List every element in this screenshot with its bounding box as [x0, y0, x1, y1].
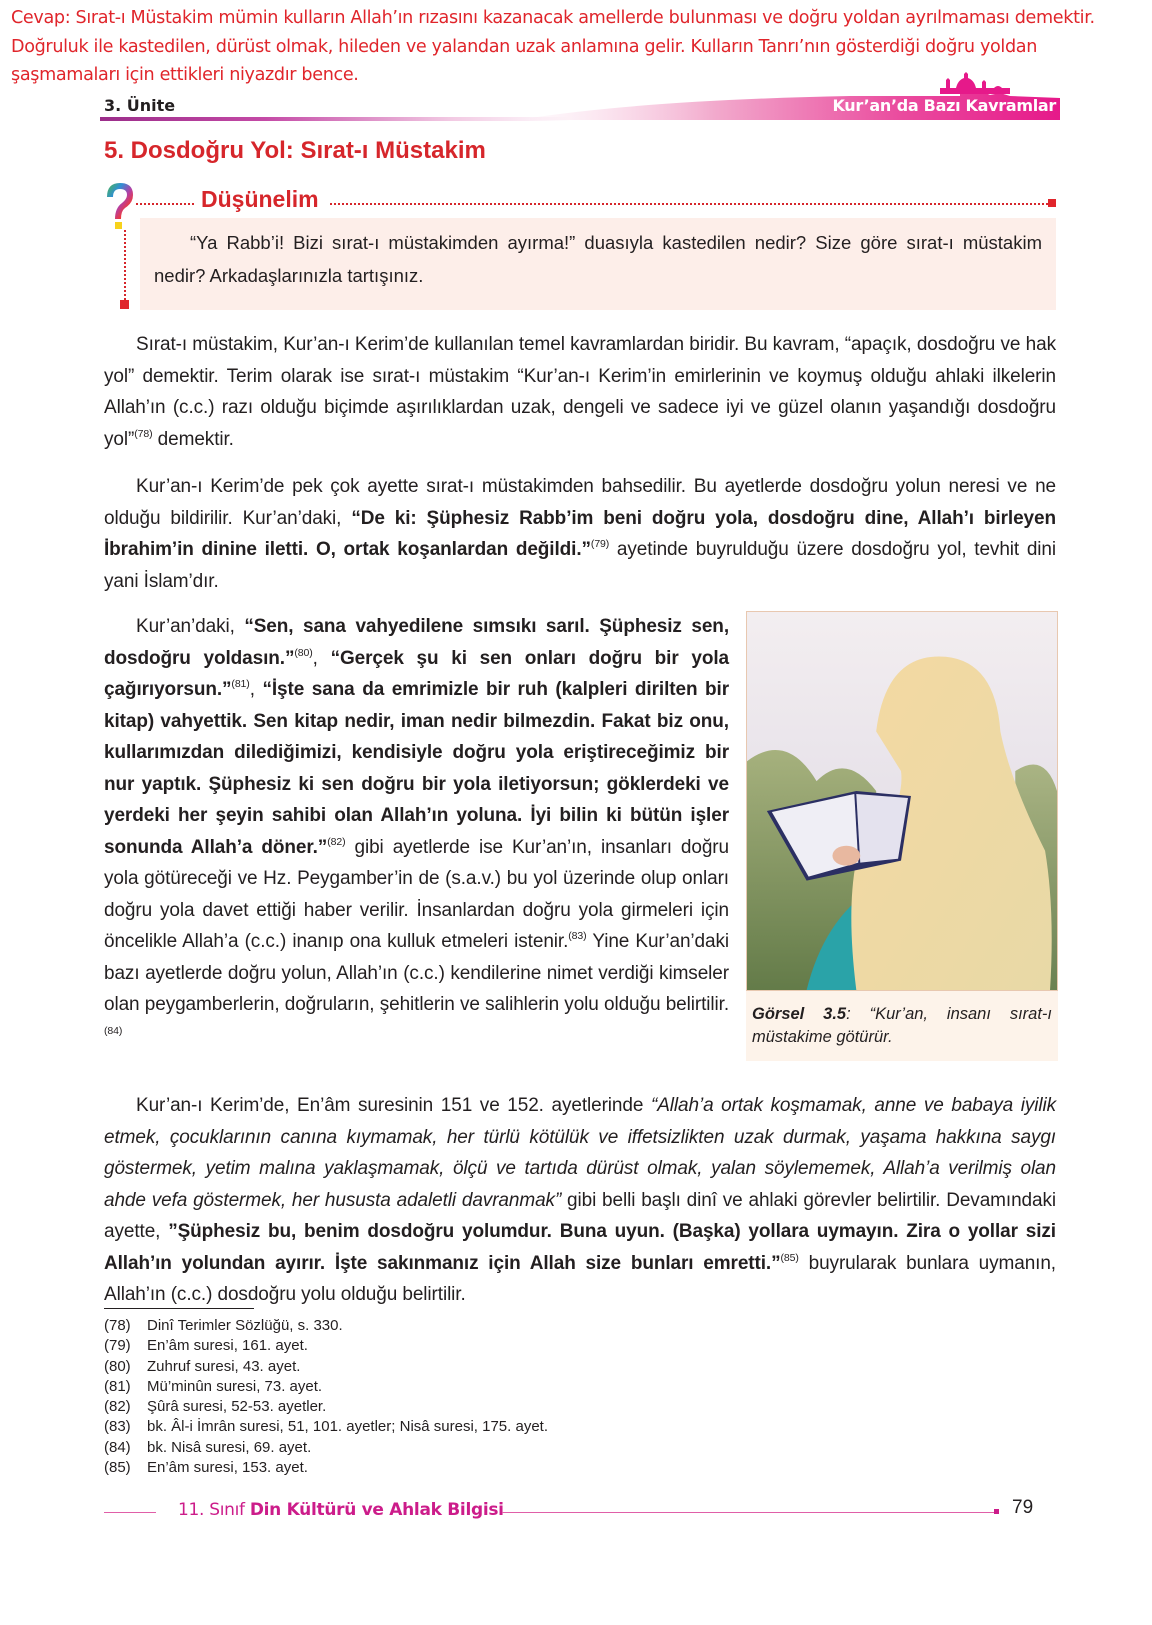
divider-end-square [1048, 199, 1056, 207]
section-title: 5. Dosdoğru Yol: Sırat-ı Müstakim [104, 137, 486, 164]
footnotes-list [104, 1316, 548, 1478]
figure-label: Görsel 3.5 [752, 1005, 847, 1023]
footnote-item: (80) Zuhruf suresi, 43. ayet. [104, 1357, 301, 1375]
figure-3-5 [746, 611, 1058, 1061]
footnote-ref[interactable]: (84) [104, 1024, 123, 1037]
footnote-item: (78) Dinî Terimler Sözlüğü, s. 330. [104, 1317, 343, 1334]
footnote-ref[interactable]: (81) [231, 678, 250, 690]
divider-dots [330, 203, 1048, 205]
paragraph-4: Kur’an-ı Kerim’de, En’âm suresinin 151 ve 152. ayetlerinde “Allah’a ortak koşmamak, anne ve babaya iyilik etmek, çocuklarının canına kıymamak, her türlü kötülük ve iffetsizlikten uzak durmak, yaşama hakkına saygı göstermek, yetim malına yaklaşmamak, ölçü ve tartıda dürüst olmak, yalan söylememek, Allah’a verilmiş olan ahde vefa göstermek, her hususta adaletli davranmak” gibi belli başlı dinî ve ahlaki görevler belirtilir. Devamındaki ayette, ”Şüphesiz bu, benim dosdoğru yolumdur. Buna uyun. (Başka) yollara uymayın. Zira o yollar sizi Allah’ın yolundan ayırır. İşte sakınmanız için Allah size bunları emretti.”$^{(85)}$ buyrularak bunlara uymanın, Allah’ın (c.c.) dosdoğru yolu olduğu belirtilir. [104, 1095, 1056, 1305]
divider-dots [136, 203, 194, 205]
footnote-ref[interactable]: (80) [294, 646, 313, 659]
verse-quote: “De ki: Şüphesiz Rabb’im beni doğru yola, dosdoğru dine, Allah’ı birleyen İbrahim’in dinine iletti. O, ortak koşanlardan değildi.” [104, 507, 1056, 560]
paragraph-1: Sırat-ı müstakim, Kur’an-ı Kerim’de kullanılan temel kavramlardan biridir. Bu kavram, “apaçık, dosdoğru ve hak yol” demektir. Terim olarak ise sırat-ı müstakim “Kur’an-ı Kerim’in emirlerinin ve koymuş olduğu ahlaki ilkelerin Allah’ın (c.c.) razı olduğu biçimde aşırılıklardan uzak, dengeli ve sadece iyi ve güzel olanın yaşandığı dosdoğru yol”$^{(78)}$ demektir. [104, 334, 1056, 450]
divider-dots-vertical [124, 230, 126, 300]
footnote-item: (79) En’âm suresi, 161. ayet. [104, 1337, 308, 1355]
footnote-ref[interactable]: (83) [568, 930, 587, 942]
footer-book-title: 11. Sınıf Din Kültürü ve Ahlak Bilgisi [178, 1500, 504, 1520]
verse-quote: “Sen, sana vahyedilene sımsıkı sarıl. Şüphesiz sen, dosdoğru yoldasın.” [104, 616, 729, 669]
think-box [140, 218, 1056, 310]
unit-label: 3. Ünite [104, 96, 176, 115]
figure-caption: Görsel 3.5: “Kur’an, insanı sırat-ı müstakime götürür. [752, 1005, 1053, 1046]
verse-quote: ”Şüphesiz bu, benim dosdoğru yolumdur. Buna uyun. (Başka) yollara uymayın. Zira o yollar sizi Allah’ın yolundan ayırır. İşte sakınmanız için Allah size bunları emretti.” [104, 1221, 1056, 1274]
photo-woman-reading-quran [746, 611, 1058, 991]
footnote-item: (84) bk. Nisâ suresi, 69. ayet. [104, 1438, 312, 1456]
footnote-item: (83) bk. Âl-i İmrân suresi, 51, 101. ayetler; Nisâ suresi, 175. ayet. [104, 1418, 549, 1436]
think-box-title: Düşünelim [201, 186, 319, 212]
footer-rule [104, 1512, 156, 1513]
footer-rule [502, 1512, 996, 1513]
mosque-silhouette-icon [940, 68, 1010, 94]
verse-quote: “Gerçek şu ki sen onları doğru bir yola çağırıyorsun.” [104, 647, 729, 700]
question-mark-icon [104, 181, 136, 243]
footnote-rule [104, 1308, 254, 1309]
verse-quote: “İşte sana da emrimizle bir ruh (kalpleri dirilten bir kitap) vahyettik. Sen kitap nedir, iman nedir bilmezdin. Fakat biz onu, kullarımızdan dilediğimizi, kendisiyle doğru yola eriştireceğimiz bir nur yaptık. Şüphesiz ki sen doğru bir yola iletiyorsun; göklerdeki ve yerdeki her şeyin sahibi olan Allah’ın yoluna. İyi bilin ki bütün işler sonunda Allah’a döner.” [104, 679, 729, 858]
unit-underline [100, 117, 570, 121]
verse-paraphrase: “Allah’a ortak koşmamak, anne ve babaya iyilik etmek, çocuklarının canına kıymamak, her türlü kötülük ve iffetsizlikten uzak durmak, yaşama hakkına saygı göstermek, yetim malına yaklaşmamak, ölçü ve tartıda dürüst olmak, yalan söylememek, Allah’a verilmiş olan ahde vefa göstermek, her hususta adaletli davranmak” [104, 1095, 1056, 1211]
paragraph-2: Kur’an-ı Kerim’de pek çok ayette sırat-ı müstakimden bahsedilir. Bu ayetlerde dosdoğru yolun neresi ve ne olduğu bildirilir. Kur’an’daki, “De ki: Şüphesiz Rabb’im beni doğru yola, dosdoğru dine, Allah’ı birleyen İbrahim’in dinine iletti. O, ortak koşanlardan değildi.”$^{(79)}$ ayetinde buyrulduğu üzere dosdoğru yol, tevhit dini yani İslam’dır. [104, 476, 1056, 592]
footnote-item: (85) En’âm suresi, 153. ayet. [104, 1459, 308, 1477]
footnote-ref[interactable]: (85) [780, 1251, 799, 1264]
footnote-ref[interactable]: (79) [590, 538, 610, 550]
footnote-item: (82) Şûrâ suresi, 52-53. ayetler. [104, 1398, 327, 1416]
page-number: 79 [1012, 1497, 1034, 1518]
footnote-ref[interactable]: (82) [327, 835, 346, 848]
footnote-ref[interactable]: (78) [134, 427, 153, 440]
paragraph-3: Kur’an’daki, “Sen, sana vahyedilene sımsıkı sarıl. Şüphesiz sen, dosdoğru yoldasın.”$^{(80)}$, “Gerçek şu ki sen onları doğru bir yola çağırıyorsun.”$^{(81)}$, “İşte sana da emrimizle bir ruh (kalpleri dirilten bir kitap) vahyettik. Sen kitap nedir, iman nedir bilmezdin. Fakat biz onu, kullarımızdan dilediğimizi, kendisiyle doğru yola eriştireceğimiz bir nur yaptık. Şüphesiz ki sen doğru bir yola iletiyorsun; göklerdeki ve yerdeki her şeyin sahibi olan Allah’ın yoluna. İyi bilin ki bütün işler sonunda Allah’a döner.”$^{(82)}$ gibi ayetlerde ise Kur’an’ın, insanları doğru yola götüreceği ve Hz. Peygamber’in de (s.a.v.) bu yol üzerinde olup onları doğru yola davet ettiği haber verilir. İnsanlardan doğru yola girmeleri için öncelikle Allah’a (c.c.) inanıp ona kulluk etmeleri istenir.$^{(83)}$ Yine Kur’an’daki bazı ayetlerde doğru yolun, Allah’ın (c.c.) kendilerine nimet verdiği kimseler olan peygamberlerin, doğruların, şehitlerin ve salihlerin yolu olduğu belirtilir.$^{(84)}$ [104, 616, 729, 1037]
footer-end-square [994, 1509, 999, 1514]
footnote-item: (81) Mü’minûn suresi, 73. ayet. [104, 1377, 323, 1395]
answer-text: Cevap: Sırat-ı Müstakim mümin kulların Allah’ın rızasını kazanacak amellerde bulunması ve doğru yoldan ayrılmaması demektir. Doğruluk ile kastedilen, dürüst olmak, hileden ve yalandan uzak anlamına gelir. Kulların Tanrı’nın gösterdiği doğru yoldan şaşmamaları için ettikleri niyazdır bence. [11, 8, 1095, 85]
chapter-title: Kur’an’da Bazı Kavramlar [832, 96, 1056, 115]
divider-end-square [120, 300, 129, 309]
think-box-text: “Ya Rabb’i! Bizi sırat-ı müstakimden ayırma!” duasıyla kastedilen nedir? Size göre sırat-ı müstakim nedir? Arkadaşlarınızla tartışınız. [154, 232, 1042, 286]
